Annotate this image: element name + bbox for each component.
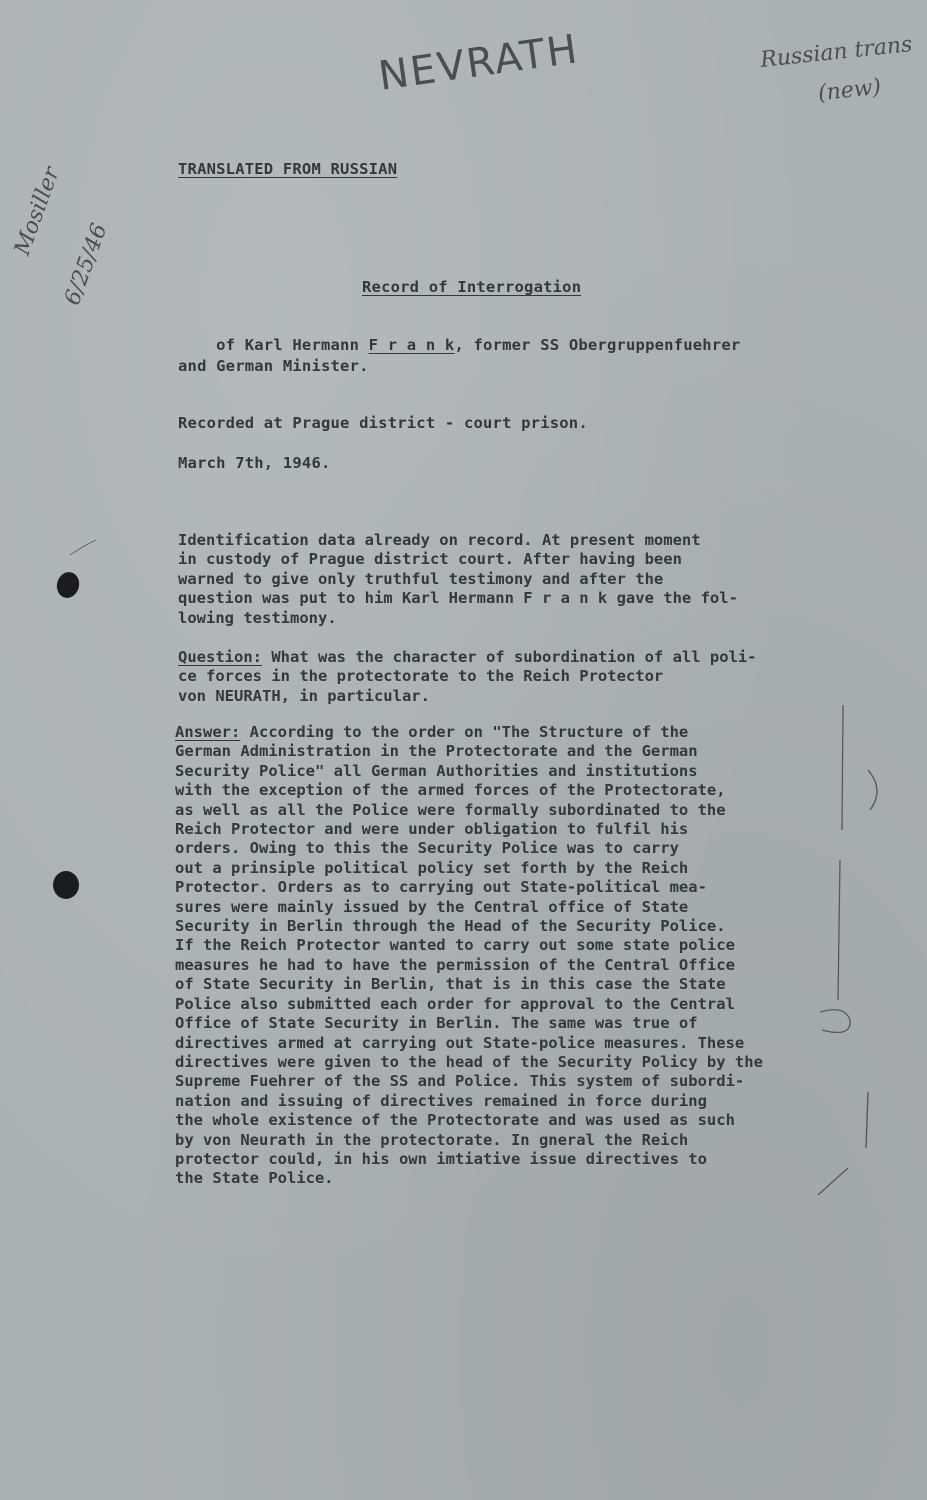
answer-line: Police also submitted each order for approval to the Central (175, 994, 735, 1013)
answer-line: the State Police. (175, 1169, 334, 1188)
translation-header: TRANSLATED FROM RUSSIAN (178, 160, 398, 178)
record-date: March 7th, 1946. (178, 454, 331, 472)
answer-line: Security in Berlin through the Head of the Security Police. (175, 917, 726, 936)
question-text: What was the character of subordination of all poli- (262, 648, 757, 666)
intro-line: lowing testimony. (178, 608, 337, 627)
handwritten-name-annotation: NEVRATH (375, 26, 582, 100)
answer-line: sures were mainly issued by the Central office of State (175, 897, 689, 916)
answer-line: Supreme Fuehrer of the SS and Police. This system of subordi- (175, 1072, 745, 1091)
answer-line: out a prinsiple political policy set forth by the Reich (175, 858, 689, 877)
subject-line-2: and German Minister. (178, 357, 369, 375)
answer-line: of State Security in Berlin, that is in this case the State (175, 975, 726, 994)
handwritten-note-top-right-1: Russian trans (759, 32, 914, 73)
handwritten-note-top-right-2: (new) (816, 74, 883, 107)
intro-line: Identification data already on record. At present moment (178, 531, 701, 549)
answer-line: directives armed at carrying out State-police measures. These (175, 1033, 745, 1052)
subject-suffix: , former SS Obergruppenfuehrer (454, 336, 741, 354)
answer-line: nation and issuing of directives remained in force during (175, 1091, 707, 1110)
subject-prefix: of Karl Hermann (216, 336, 369, 354)
handwritten-margin-note-1: Mosiller (10, 163, 65, 259)
intro-line: in custody of Prague district court. After having been (178, 550, 682, 569)
answer-text: According to the order on "The Structure of the (240, 723, 689, 741)
recorded-at: Recorded at Prague district - court prison. (178, 414, 588, 432)
answer-line: with the exception of the armed forces of the Protectorate, (175, 781, 726, 800)
subject-name: F r a n k (368, 336, 455, 354)
answer-line: by von Neurath in the protectorate. In gneral the Reich (175, 1130, 689, 1149)
answer-line: Reich Protector and were under obligation to fulfil his (175, 820, 689, 839)
question-line: ce forces in the protectorate to the Reich Protector (178, 667, 664, 686)
answer-line: German Administration in the Protectorate and the German (175, 742, 698, 761)
answer-line: as well as all the Police were formally subordinated to the (175, 800, 726, 819)
answer-line: protector could, in his own imtiative issue directives to (175, 1149, 707, 1168)
intro-line: question was put to him Karl Hermann F r a n k gave the fol- (178, 589, 738, 608)
answer-line: measures he had to have the permission of the Central Office (175, 955, 735, 974)
answer-line: Protector. Orders as to carrying out State-political mea- (175, 878, 707, 897)
handwritten-margin-note-2: 6/25/46 (60, 220, 113, 309)
answer-line: Office of State Security in Berlin. The same was true of (175, 1014, 698, 1033)
answer-line: Security Police" all German Authorities and institutions (175, 761, 698, 780)
answer-line: If the Reich Protector wanted to carry out some state police (175, 936, 735, 955)
intro-line: warned to give only truthful testimony and after the (178, 569, 664, 588)
answer-line: directives were given to the head of the Security Policy by the (175, 1052, 763, 1071)
document-title: Record of Interrogation (362, 278, 582, 296)
question-line: von NEURATH, in particular. (178, 686, 430, 705)
question-label: Question: (178, 648, 262, 666)
answer-line: the whole existence of the Protectorate and was used as such (175, 1111, 735, 1130)
answer-label: Answer: (175, 723, 241, 741)
answer-line: orders. Owing to this the Security Police was to carry (175, 839, 679, 858)
